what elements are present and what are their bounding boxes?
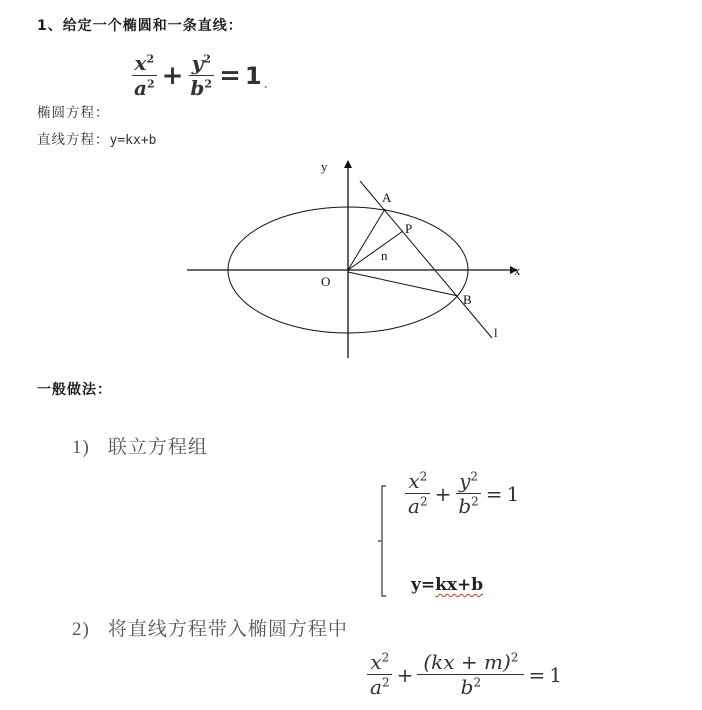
exponent: 2: [419, 494, 428, 509]
line-l-label: l: [494, 325, 498, 340]
point-b-label: B: [463, 292, 472, 307]
exponent: 2: [204, 77, 213, 91]
exponent: 2: [419, 469, 428, 484]
step-2-number: 2): [72, 619, 90, 640]
var-b: b: [458, 494, 472, 518]
var-x: x: [370, 650, 382, 674]
var-x: x: [408, 469, 420, 493]
ellipse-equation-label: 椭圆方程：: [37, 105, 110, 121]
var-a: a: [370, 675, 382, 699]
segment-oa: [348, 209, 385, 270]
plus-sign: +: [434, 481, 452, 506]
exponent: 2: [146, 77, 155, 91]
system-eq2-rhs: kx+b: [435, 575, 484, 595]
rhs-one: 1: [506, 481, 520, 506]
step-2-heading: [72, 614, 348, 641]
system-equation-1: [405, 470, 519, 517]
step-1-text: 联立方程组: [107, 436, 208, 458]
fraction-x-over-a: [367, 651, 393, 698]
plus-sign: +: [396, 662, 414, 687]
point-a-label: A: [382, 190, 392, 205]
exponent: 2: [146, 52, 155, 66]
segment-ob: [348, 272, 458, 296]
equals-sign: =: [485, 481, 503, 506]
step-1-heading: [72, 432, 208, 459]
x-axis-label: x: [514, 263, 521, 278]
fraction-y-over-b: [455, 470, 481, 517]
exponent: 2: [471, 494, 479, 509]
step-2-text: 将直线方程带入椭圆方程中: [107, 618, 348, 640]
system-equation-2: [411, 575, 483, 595]
plus-sign: +: [161, 60, 184, 91]
numerator-kx-plus-m: (kx + m): [423, 650, 511, 674]
var-b: b: [460, 675, 474, 699]
var-b: b: [190, 76, 205, 100]
exponent: 2: [470, 469, 479, 484]
line-l: [360, 181, 492, 338]
system-eq2-lhs: y=: [411, 575, 436, 595]
var-y: y: [191, 51, 204, 75]
section-2-heading: 一般做法：: [37, 382, 112, 398]
exponent: 2: [203, 52, 211, 66]
var-y: y: [459, 469, 471, 493]
left-brace-icon: [376, 484, 390, 598]
var-a: a: [134, 76, 147, 100]
point-p-label: P: [405, 221, 413, 236]
rhs-one: 1: [244, 61, 262, 90]
line-equation: y=kx+b: [109, 133, 157, 148]
equals-sign: =: [528, 662, 546, 687]
n-label: n: [381, 248, 388, 263]
exponent: 2: [510, 650, 519, 665]
substituted-equation: [367, 651, 562, 698]
equals-sign: =: [219, 60, 241, 91]
section-1-heading: 1、给定一个椭圆和一条直线：: [37, 18, 243, 34]
step-1-number: 1): [72, 437, 90, 458]
var-a: a: [408, 494, 420, 518]
segment-op: [348, 231, 403, 270]
line-equation-label: 直线方程：: [37, 132, 110, 148]
trailing-dot: .: [263, 77, 268, 91]
exponent: 2: [381, 675, 390, 690]
y-axis-label: y: [321, 159, 328, 174]
exponent: 2: [473, 675, 482, 690]
rhs-one: 1: [549, 662, 562, 687]
fraction-x-over-a: [405, 470, 431, 517]
origin-label: O: [321, 274, 331, 289]
fraction-kxm-over-b: [417, 651, 524, 698]
var-x: x: [134, 51, 147, 75]
exponent: 2: [381, 650, 390, 665]
